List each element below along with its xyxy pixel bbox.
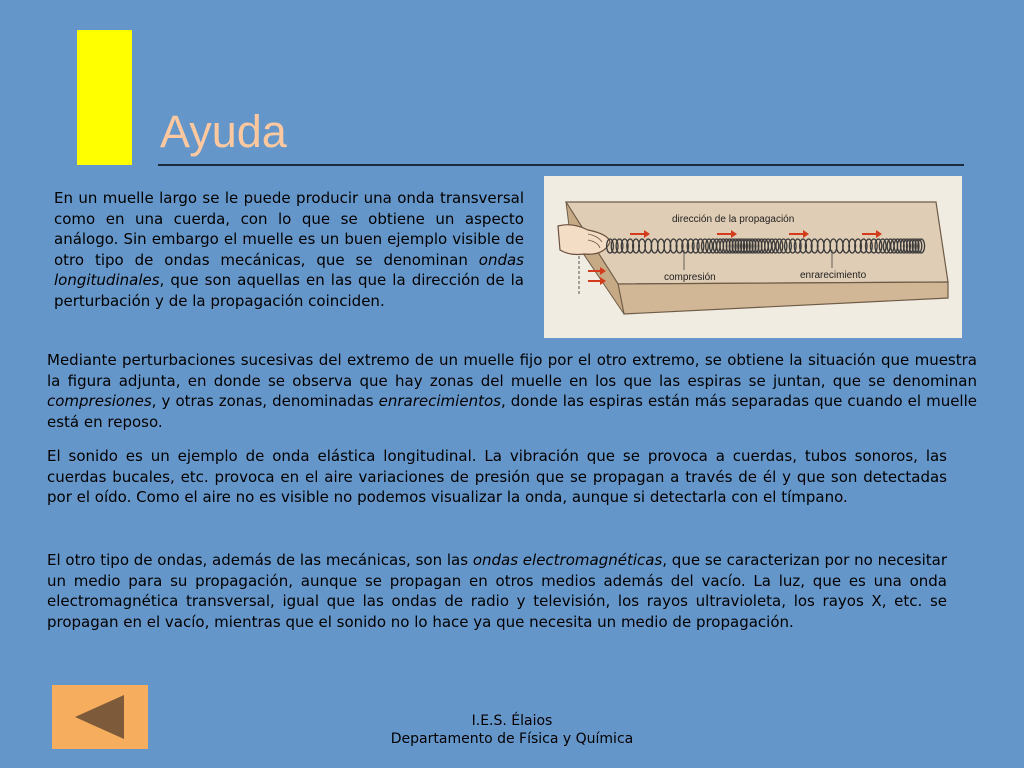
accent-bar <box>77 30 132 165</box>
paragraph-text: , y otras zonas, denominadas <box>151 392 379 410</box>
figure-label-compression: compresión <box>664 272 716 283</box>
paragraph-emphasis: enrarecimientos <box>378 392 501 410</box>
triangle-left-icon <box>52 685 148 749</box>
paragraph-emphasis: compresiones <box>47 392 152 410</box>
paragraph-text: El otro tipo de ondas, además de las mecánicas, son las <box>47 551 473 569</box>
paragraph-emphasis: ondas electromagnéticas <box>472 551 663 569</box>
spring-wave-figure <box>544 176 962 338</box>
footer-department: Departamento de Física y Química <box>390 731 634 747</box>
back-button[interactable] <box>52 685 148 749</box>
paragraph-longitudinal-waves <box>54 188 524 311</box>
title-divider <box>158 164 964 166</box>
page-title: Ayuda <box>160 106 287 157</box>
paragraph-electromagnetic <box>47 550 947 632</box>
paragraph-compressions <box>47 350 977 432</box>
paragraph-text: , donde las espiras están más separadas que cuando el muelle está en reposo. <box>47 392 977 431</box>
paragraph-text: En un muelle largo se le puede producir una onda transversal como en una cuerda, con lo que se obtiene un aspecto análogo. Sin embargo el muelle es un buen ejemplo visible de otro tipo de ondas mecánicas, que se denominan <box>54 189 524 269</box>
paragraph-sound: El sonido es un ejemplo de onda elástica longitudinal. La vibración que se provoca a cuerdas, tubos sonoros, las cuerdas bucales, etc. provoca en el aire variaciones de presión que se propagan a través de él y que son detectadas por el oído. Como el aire no es visible no podemos visualizar la onda, aunque si detectarla con el tímpano. <box>47 447 947 506</box>
paragraph-text: , que se caracterizan por no necesitar un medio para su propagación, aunque se propagan en otros medios además del vacío. La luz, que es una onda electromagnética transversal, igual que las ondas de radio y televisión, los rayos ultravioleta, los rayos X, etc. se propagan en el vacío, mientras que el sonido no lo hace ya que necesita un medio de propagación. <box>47 551 947 631</box>
paragraph-text: Mediante perturbaciones sucesivas del extremo de un muelle fijo por el otro extremo, se obtiene la situación que muestra la figura adjunta, en donde se observa que hay zonas del muelle en los que las espiras se juntan, que se denominan <box>47 351 977 390</box>
paragraph-text: , que son aquellas en las que la dirección de la perturbación y de la propagación coinciden. <box>54 271 524 310</box>
figure-label-rarefaction: enrarecimiento <box>800 270 867 281</box>
footer <box>362 712 662 748</box>
paragraph-emphasis: ondas longitudinales <box>54 250 524 289</box>
footer-school: I.E.S. Élaios <box>471 713 553 729</box>
figure-label-direction: dirección de la propagación <box>672 214 795 225</box>
